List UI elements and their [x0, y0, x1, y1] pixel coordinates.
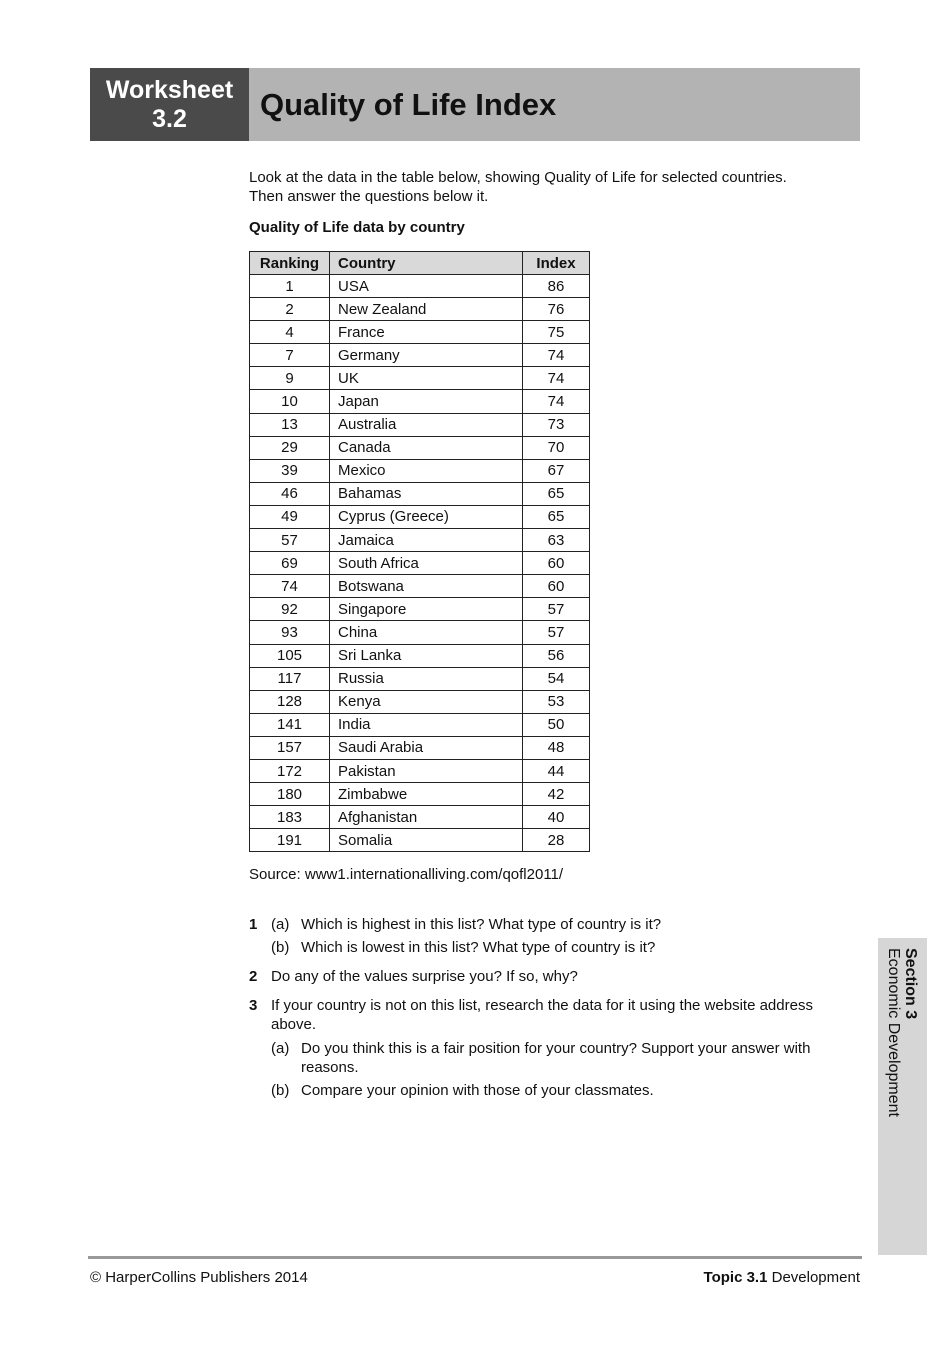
table-row	[250, 690, 590, 713]
question-3a	[271, 1039, 829, 1077]
sub-text: Do you think this is a fair position for your country? Support your answer with reasons.	[301, 1040, 811, 1076]
table-body	[250, 275, 590, 852]
cell-country: Sri Lanka	[330, 644, 523, 667]
table-caption: Quality of Life data by country	[249, 219, 465, 236]
table-row	[250, 806, 590, 829]
cell-country: Somalia	[330, 829, 523, 852]
table-row	[250, 413, 590, 436]
cell-country: Kenya	[330, 690, 523, 713]
cell-ranking: 7	[250, 344, 330, 367]
cell-country: Germany	[330, 344, 523, 367]
question-3	[249, 996, 829, 1100]
cell-country: Australia	[330, 413, 523, 436]
cell-country: Botswana	[330, 575, 523, 598]
question-text: Do any of the values surprise you? If so, why?	[271, 968, 578, 985]
cell-ranking: 46	[250, 482, 330, 505]
table-row	[250, 644, 590, 667]
cell-ranking: 105	[250, 644, 330, 667]
cell-index: 57	[523, 598, 590, 621]
table-row	[250, 783, 590, 806]
footer-topic-name: Development	[767, 1269, 860, 1286]
worksheet-label: Worksheet	[105, 75, 234, 104]
cell-index: 70	[523, 436, 590, 459]
table-row	[250, 298, 590, 321]
section-side-tab	[878, 938, 927, 1255]
cell-ranking: 1	[250, 275, 330, 298]
header-index: Index	[523, 252, 590, 275]
cell-ranking: 2	[250, 298, 330, 321]
cell-country: South Africa	[330, 552, 523, 575]
cell-index: 67	[523, 459, 590, 482]
table-row	[250, 459, 590, 482]
cell-ranking: 29	[250, 436, 330, 459]
sub-text: Which is highest in this list? What type of country is it?	[301, 916, 662, 933]
worksheet-number: 3.2	[152, 104, 187, 133]
cell-country: Bahamas	[330, 482, 523, 505]
table-row	[250, 321, 590, 344]
sub-text: Compare your opinion with those of your classmates.	[301, 1082, 654, 1099]
footer-copyright: © HarperCollins Publishers 2014	[90, 1269, 308, 1286]
cell-country: Russia	[330, 667, 523, 690]
cell-ranking: 172	[250, 759, 330, 782]
cell-ranking: 92	[250, 598, 330, 621]
cell-country: Zimbabwe	[330, 783, 523, 806]
cell-country: Saudi Arabia	[330, 736, 523, 759]
table-row	[250, 736, 590, 759]
cell-index: 44	[523, 759, 590, 782]
footer-topic-number: Topic 3.1	[703, 1269, 768, 1286]
cell-ranking: 4	[250, 321, 330, 344]
cell-index: 65	[523, 505, 590, 528]
cell-country: UK	[330, 367, 523, 390]
cell-ranking: 141	[250, 713, 330, 736]
cell-ranking: 183	[250, 806, 330, 829]
sub-label: (b)	[271, 939, 290, 956]
cell-index: 86	[523, 275, 590, 298]
cell-ranking: 191	[250, 829, 330, 852]
cell-index: 74	[523, 367, 590, 390]
sub-label: (b)	[271, 1082, 290, 1099]
cell-index: 53	[523, 690, 590, 713]
table-row	[250, 575, 590, 598]
table-row	[250, 436, 590, 459]
question-number: 1	[249, 916, 258, 933]
cell-index: 57	[523, 621, 590, 644]
cell-index: 74	[523, 390, 590, 413]
table-header-row	[250, 252, 590, 275]
cell-country: Pakistan	[330, 759, 523, 782]
cell-index: 60	[523, 552, 590, 575]
cell-index: 74	[523, 344, 590, 367]
cell-index: 56	[523, 644, 590, 667]
cell-index: 76	[523, 298, 590, 321]
table-row	[250, 759, 590, 782]
cell-country: Cyprus (Greece)	[330, 505, 523, 528]
section-number: Section 3	[902, 948, 920, 1020]
cell-country: Canada	[330, 436, 523, 459]
cell-country: Afghanistan	[330, 806, 523, 829]
quality-of-life-table	[249, 251, 590, 852]
header-ranking: Ranking	[250, 252, 330, 275]
table-row	[250, 390, 590, 413]
question-number: 2	[249, 968, 258, 985]
cell-ranking: 49	[250, 505, 330, 528]
question-number: 3	[249, 997, 258, 1014]
question-3b	[271, 1081, 829, 1100]
question-2	[249, 967, 829, 986]
cell-index: 28	[523, 829, 590, 852]
cell-country: Japan	[330, 390, 523, 413]
cell-ranking: 180	[250, 783, 330, 806]
cell-country: Mexico	[330, 459, 523, 482]
table-row	[250, 598, 590, 621]
cell-ranking: 57	[250, 529, 330, 552]
sub-label: (a)	[271, 916, 290, 933]
table-row	[250, 505, 590, 528]
cell-ranking: 93	[250, 621, 330, 644]
page-title: Quality of Life Index	[249, 68, 860, 141]
table-row	[250, 713, 590, 736]
cell-ranking: 39	[250, 459, 330, 482]
table-row	[250, 667, 590, 690]
intro-text	[249, 168, 839, 206]
cell-country: Singapore	[330, 598, 523, 621]
source-citation: Source: www1.internationalliving.com/qofl2011/	[249, 866, 564, 883]
cell-ranking: 10	[250, 390, 330, 413]
cell-ranking: 69	[250, 552, 330, 575]
table-row	[250, 482, 590, 505]
cell-index: 40	[523, 806, 590, 829]
cell-index: 60	[523, 575, 590, 598]
question-text: If your country is not on this list, research the data for it using the website address above.	[271, 997, 813, 1033]
table-row	[250, 529, 590, 552]
cell-ranking: 157	[250, 736, 330, 759]
cell-ranking: 74	[250, 575, 330, 598]
cell-index: 54	[523, 667, 590, 690]
header-country: Country	[330, 252, 523, 275]
footer-divider	[88, 1256, 862, 1259]
cell-country: India	[330, 713, 523, 736]
questions	[249, 915, 829, 1110]
intro-line-2: Then answer the questions below it.	[249, 188, 489, 205]
worksheet-badge	[90, 68, 249, 141]
cell-index: 65	[523, 482, 590, 505]
cell-country: USA	[330, 275, 523, 298]
cell-country: China	[330, 621, 523, 644]
cell-index: 63	[523, 529, 590, 552]
sub-label: (a)	[271, 1040, 290, 1057]
cell-index: 75	[523, 321, 590, 344]
footer-topic	[704, 1269, 860, 1286]
question-1a	[271, 915, 829, 934]
cell-index: 48	[523, 736, 590, 759]
table-row	[250, 829, 590, 852]
cell-index: 42	[523, 783, 590, 806]
worksheet-header	[90, 68, 860, 141]
cell-index: 50	[523, 713, 590, 736]
cell-country: France	[330, 321, 523, 344]
cell-country: Jamaica	[330, 529, 523, 552]
cell-index: 73	[523, 413, 590, 436]
section-subtitle: Economic Development	[885, 948, 903, 1117]
question-1b	[271, 938, 829, 957]
table-row	[250, 621, 590, 644]
intro-line-1: Look at the data in the table below, showing Quality of Life for selected countries.	[249, 169, 787, 186]
table-row	[250, 367, 590, 390]
cell-ranking: 9	[250, 367, 330, 390]
cell-ranking: 128	[250, 690, 330, 713]
cell-ranking: 13	[250, 413, 330, 436]
table-row	[250, 275, 590, 298]
table-row	[250, 344, 590, 367]
question-1	[249, 915, 829, 957]
table-row	[250, 552, 590, 575]
cell-country: New Zealand	[330, 298, 523, 321]
cell-ranking: 117	[250, 667, 330, 690]
sub-text: Which is lowest in this list? What type of country is it?	[301, 939, 656, 956]
